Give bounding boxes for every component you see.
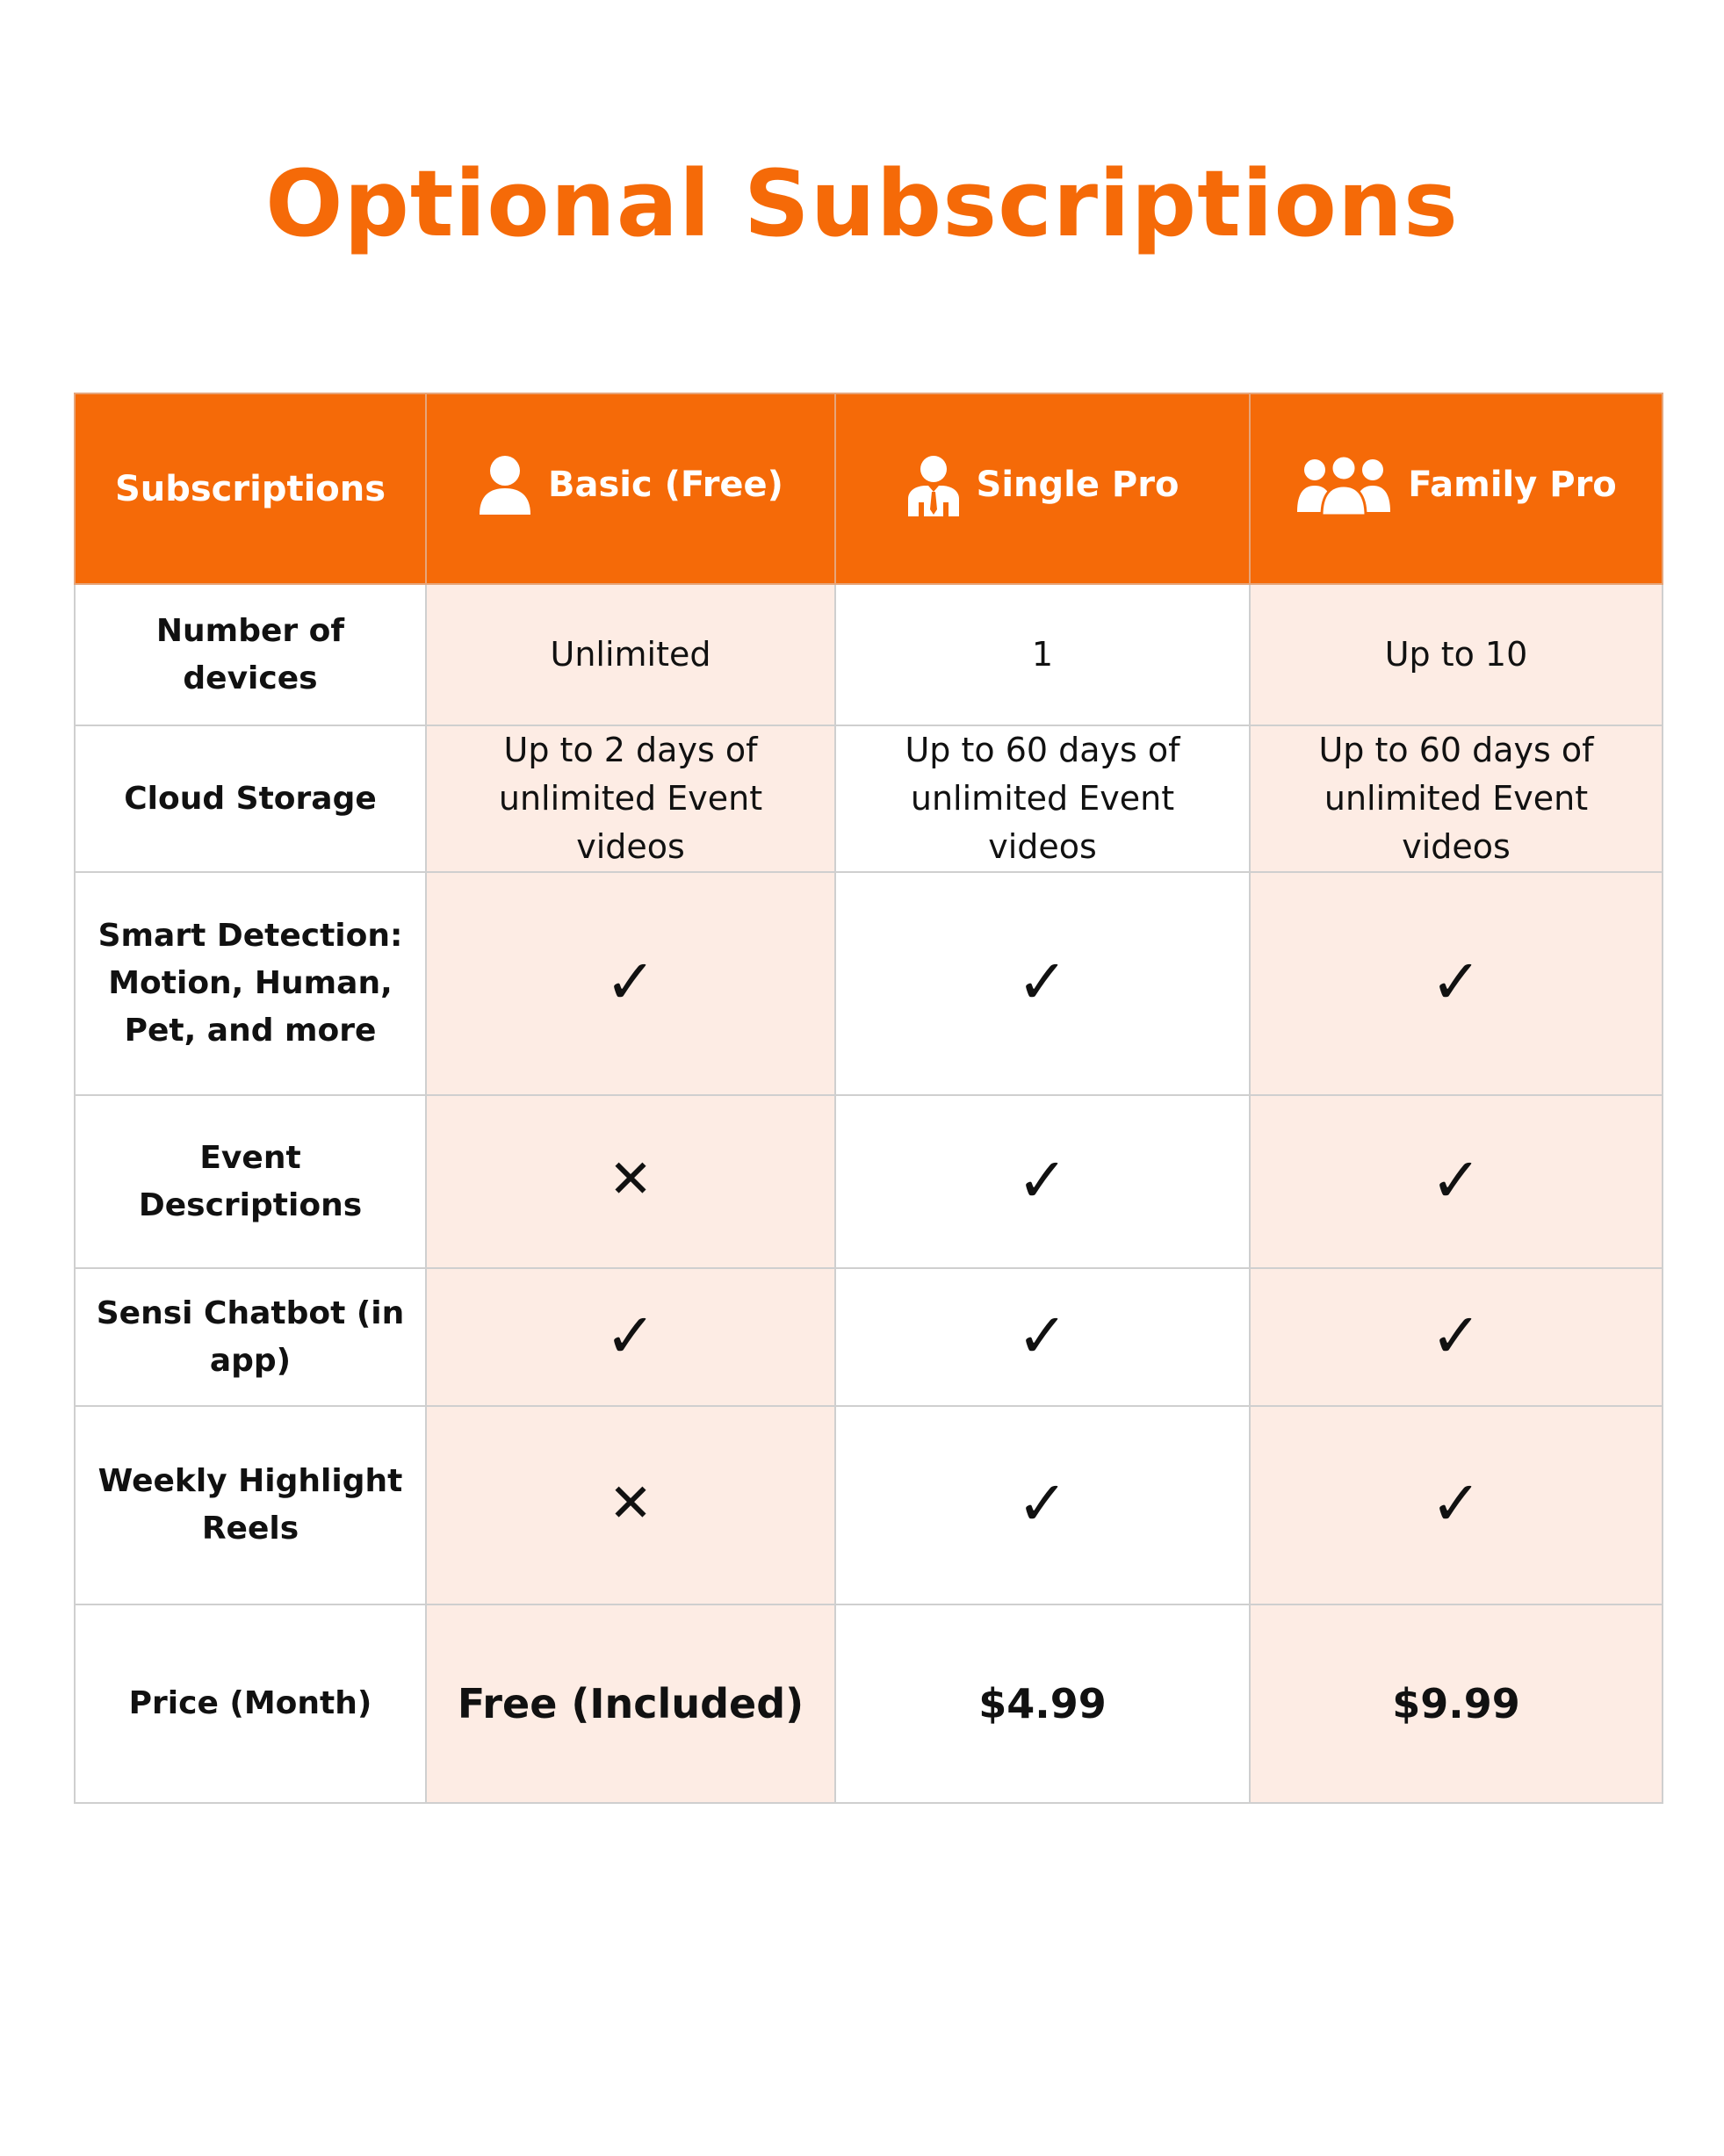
check-icon: ✓ [1430, 1467, 1482, 1540]
row-label: Sensi Chatbot (in app) [75, 1268, 426, 1406]
price-single-pro: $4.99 [835, 1604, 1250, 1803]
table-row-number-of-devices [75, 584, 1663, 725]
cell-family-pro [1250, 1095, 1663, 1268]
row-label: Price (Month) [75, 1604, 426, 1803]
check-icon: ✓ [1016, 946, 1069, 1019]
businessman-icon [906, 453, 961, 516]
price-family-pro: $9.99 [1250, 1604, 1663, 1803]
check-icon: ✓ [1430, 1299, 1482, 1372]
cell-family-pro: Up to 10 [1250, 584, 1663, 725]
cell-single-pro [835, 872, 1250, 1095]
cell-family-pro: Up to 60 days of unlimited Event videos [1250, 725, 1663, 872]
row-label: Number of devices [75, 584, 426, 725]
check-icon: ✓ [1016, 1299, 1069, 1372]
header-plan-basic [426, 393, 835, 584]
cell-family-pro [1250, 872, 1663, 1095]
row-label: Weekly Highlight Reels [75, 1406, 426, 1604]
cell-basic: Up to 2 days of unlimited Event videos [426, 725, 835, 872]
header-subscriptions-label: Subscriptions [114, 468, 386, 509]
check-icon: ✓ [1016, 1467, 1069, 1540]
header-plan-family-pro [1250, 393, 1663, 584]
check-icon: ✓ [604, 1299, 657, 1372]
table-row-price [75, 1604, 1663, 1803]
header-subscriptions [75, 393, 426, 584]
plan-name-basic: Basic (Free) [548, 464, 783, 505]
subscription-comparison-table [74, 393, 1663, 1804]
header-plan-single-pro [835, 393, 1250, 584]
cross-icon: ✕ [608, 1149, 653, 1211]
table-row-event-descriptions [75, 1095, 1663, 1268]
table-row-cloud-storage [75, 725, 1663, 872]
cross-icon: ✕ [608, 1472, 653, 1534]
price-basic: Free (Included) [426, 1604, 835, 1803]
group-icon [1295, 454, 1392, 516]
table-row-sensi-chatbot [75, 1268, 1663, 1406]
cell-family-pro [1250, 1406, 1663, 1604]
cell-single-pro [835, 1095, 1250, 1268]
row-label: Cloud Storage [75, 725, 426, 872]
plan-name-single-pro: Single Pro [976, 464, 1179, 505]
plan-name-family-pro: Family Pro [1408, 464, 1617, 505]
cell-family-pro [1250, 1268, 1663, 1406]
check-icon: ✓ [1430, 1143, 1482, 1216]
cell-single-pro [835, 1406, 1250, 1604]
row-label: Event Descriptions [75, 1095, 426, 1268]
check-icon: ✓ [1430, 946, 1482, 1019]
cell-single-pro: Up to 60 days of unlimited Event videos [835, 725, 1250, 872]
table-row-weekly-highlight-reels [75, 1406, 1663, 1604]
page-title: Optional Subscriptions [265, 150, 1459, 257]
table-header-row [75, 393, 1663, 584]
cell-basic [426, 1406, 835, 1604]
check-icon: ✓ [1016, 1143, 1069, 1216]
cell-single-pro: 1 [835, 584, 1250, 725]
table-row-smart-detection [75, 872, 1663, 1095]
cell-basic [426, 872, 835, 1095]
cell-basic: Unlimited [426, 584, 835, 725]
cell-basic [426, 1095, 835, 1268]
row-label: Smart Detection: Motion, Human, Pet, and more [75, 872, 426, 1095]
cell-single-pro [835, 1268, 1250, 1406]
check-icon: ✓ [604, 946, 657, 1019]
person-icon [478, 453, 532, 516]
cell-basic [426, 1268, 835, 1406]
